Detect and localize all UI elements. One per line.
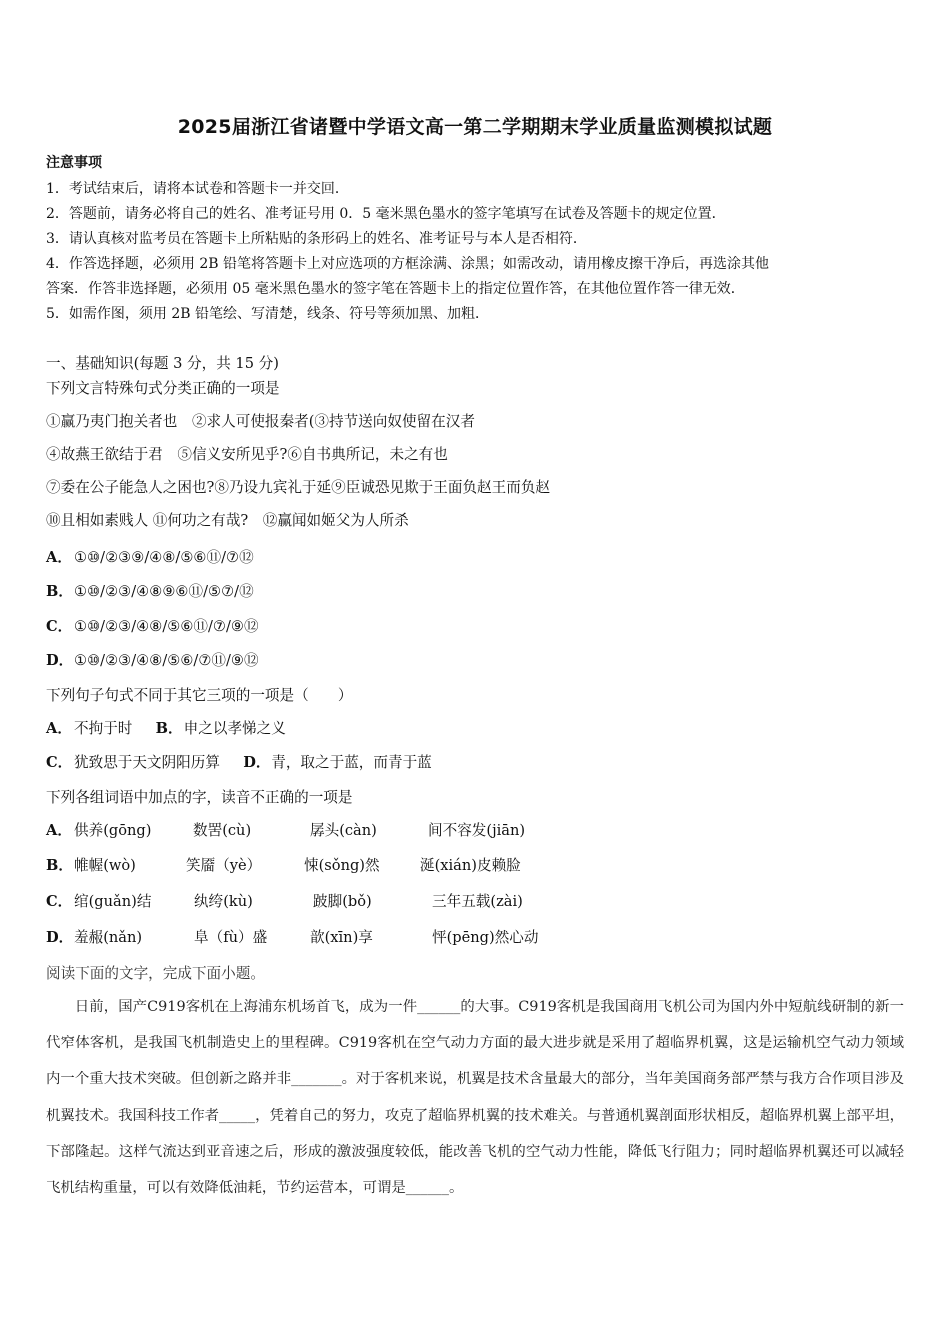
- option-text: 申之以孝悌之义: [183, 720, 286, 737]
- notice-item: 3．请认真核对监考员在答题卡上所粘贴的条形码上的姓名、准考证号与本人是否相符．: [46, 231, 587, 247]
- question-stem: 下列句子句式不同于其它三项的一项是（ ）: [46, 687, 353, 704]
- section-heading: 一、基础知识(每题 3 分，共 15 分): [46, 355, 279, 372]
- word: 帷幄(wò): [74, 857, 136, 874]
- word: 歆(xīn)享: [310, 929, 373, 946]
- word: 涎(xián)皮赖脸: [420, 857, 521, 874]
- option-text: ①⑩/②③/④⑧/⑤⑥⑪/⑦/⑨⑫: [74, 618, 259, 635]
- option-letter: B．: [46, 857, 73, 874]
- option-a: [46, 546, 254, 567]
- notice-item: 答案．作答非选择题，必须用 05 毫米黑色墨水的签字笔在答题卡上的指定位置作答，在其他位置作答一律无效．: [46, 281, 745, 297]
- option-letter: D．: [46, 652, 74, 669]
- notice-item: 1．考试结束后，请将本试卷和答题卡一并交回．: [46, 181, 349, 197]
- option-row: [46, 751, 432, 772]
- option-letter: A．: [46, 822, 72, 839]
- option-c: [46, 615, 259, 636]
- word: 阜（fù）盛: [194, 929, 268, 946]
- option-text: ①⑩/②③/④⑧⑨⑥⑪/⑤⑦/⑫: [74, 583, 254, 600]
- word: 绾(guǎn)结: [74, 893, 152, 910]
- word: 纨绔(kù): [194, 893, 253, 910]
- option-text: 不拘于时: [74, 720, 133, 737]
- word: 悚(sǒng)然: [304, 857, 380, 874]
- sentence-line: ⑦委在公子能急人之困也?⑧乃设九宾礼于延⑨臣诚恐见欺于王面负赵王而负赵: [46, 479, 551, 496]
- word: 供养(gōng): [74, 822, 152, 839]
- option-letter: D．: [243, 754, 271, 771]
- word: 间不容发(jiān): [428, 822, 526, 839]
- word: 羞赧(nǎn): [74, 929, 143, 946]
- option-letter: C．: [46, 618, 73, 635]
- notice-item: 5．如需作图，须用 2B 铅笔绘、写清楚，线条、符号等须加黑、加粗．: [46, 306, 490, 322]
- option-letter: C．: [46, 893, 73, 910]
- option-text: ①⑩/②③⑨/④⑧/⑤⑥⑪/⑦⑫: [74, 549, 254, 566]
- question-stem: 下列各组词语中加点的字，读音不正确的一项是: [46, 789, 353, 806]
- sentence-line: ⑩且相如素贱人 ⑪何功之有哉? ⑫赢闻如姬父为人所杀: [46, 512, 409, 529]
- word: 跛脚(bǒ): [313, 893, 372, 910]
- notice-item: 4．作答选择题，必须用 2B 铅笔将答题卡上对应选项的方框涂满、涂黑；如需改动，请用橡皮擦干净后，再选涂其他: [46, 256, 769, 272]
- option-letter: A．: [46, 720, 72, 737]
- exam-title: 2025届浙江省诸暨中学语文高一第二学期期末学业质量监测模拟试题: [177, 116, 773, 138]
- reading-intro: 阅读下面的文字，完成下面小题。: [46, 965, 265, 982]
- sentence-line: ①赢乃夷门抱关者也 ②求人可使报秦者(③持节送向奴使留在汉者: [46, 413, 475, 430]
- option-row: [46, 717, 286, 738]
- sentence-line: ④故燕王欲结于君 ⑤信义安所见乎?⑥自书典所记，未之有也: [46, 446, 448, 463]
- reading-passage: 日前，国产C919客机在上海浦东机场首飞，成为一件______的大事。C919客机是我国商用飞机公司为国内外中短航线研制的新一代窄体客机，是我国飞机制造史上的里程碑。C919客机在空气动力方面的最大进步就是采用了超临界机翼，这是运输机空气动力领域内一个重大技术突破。但创新之路并非_______。对于客机来说，机翼是技术含量最大的部分，当年美国商务部严禁与我方合作项目涉及机翼技术。我国科技工作者_____，凭着自己的努力，攻克了超临界机翼的技术难关。与普通机翼剖面形状相反，超临界机翼上部平坦，下部隆起。这样气流达到亚音速之后，形成的激波强度较低，能改善飞机的空气动力性能，降低飞行阻力；同时超临界机翼还可以减轻飞机结构重量，可以有效降低油耗，节约运营本，可谓是______。: [46, 999, 904, 1197]
- notice-heading: 注意事项: [46, 155, 102, 171]
- word: 孱头(càn): [310, 822, 377, 839]
- notice-item: 2．答题前，请务必将自己的姓名、准考证号用 0．5 毫米黑色墨水的签字笔填写在试卷及答题卡的规定位置．: [46, 206, 726, 222]
- option-letter: A．: [46, 549, 72, 566]
- word: 三年五载(zài): [432, 893, 523, 910]
- option-letter: B．: [46, 583, 73, 600]
- option-text: 犹致思于天文阴阳历算: [74, 754, 220, 771]
- option-text: ①⑩/②③/④⑧/⑤⑥/⑦⑪/⑨⑫: [74, 652, 259, 669]
- option-d: [46, 649, 259, 670]
- word: 怦(pēng)然心动: [432, 929, 539, 946]
- option-letter: D．: [46, 929, 74, 946]
- option-b: [46, 580, 254, 601]
- option-text: 青，取之于蓝，而青于蓝: [271, 754, 432, 771]
- word: 笑靥（yè）: [186, 857, 262, 874]
- question-stem: 下列文言特殊句式分类正确的一项是: [46, 380, 280, 397]
- option-letter: C．: [46, 754, 73, 771]
- option-letter: B．: [155, 720, 183, 737]
- word: 数罟(cù): [193, 822, 252, 839]
